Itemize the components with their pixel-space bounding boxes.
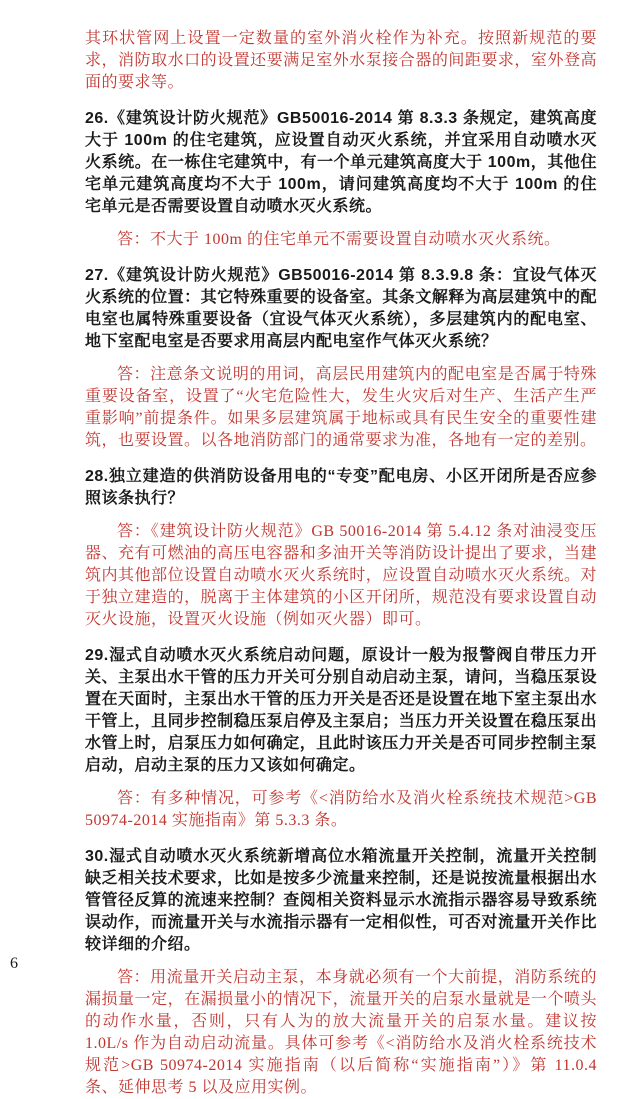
question-paragraph-28: 28.独立建造的供消防设备用电的“专变”配电房、小区开闭所是否应参照该条执行？ [85,468,597,507]
answer-paragraph-29: 答：有多种情况，可参考《<消防给水及消火栓系统技术规范>GB 50974-2014 实施指南》第 5.3.3 条。 [85,790,597,829]
question-paragraph-26: 26.《建筑设计防火规范》GB50016-2014 第 8.3.3 条规定，建筑高度大于 100m 的住宅建筑，应设置自动灭火系统，并宜采用自动喷水灭火系统。在一栋住宅建筑中，有一个单元建筑高度大于 100m，其他住宅单元建筑高度均不大于 100m，请问建筑高度均不大于 100m 的住宅单元是否需要设置自动喷水灭火系统。 [85,110,597,215]
question-paragraph-30: 30.湿式自动喷水灭火系统新增高位水箱流量开关控制，流量开关控制缺乏相关技术要求，比如是按多少流量来控制，还是说按流量根据出水管管径反算的流速来控制？查阅相关资料显示水流指示器容易导致系统误动作，而流量开关与水流指示器有一定相似性，可否对流量开关作比较详细的介绍。 [85,848,597,953]
answer-paragraph-26: 答：不大于 100m 的住宅单元不需要设置自动喷水灭火系统。 [117,231,561,248]
continuation-paragraph: 其环状管网上设置一定数量的室外消火栓作为补充。按照新规范的要求，消防取水口的设置还要满足室外水泵接合器的间距要求，室外登高面的要求等。 [85,30,597,91]
answer-paragraph-30: 答：用流量开关启动主泵，本身就必须有一个大前提，消防系统的 漏损量一定，在漏损量小的情况下，流量开关的启泵水量就是一个喷头的动作水量，否则，只有人为的放大流量开关的启泵水量。建议按 1.0L/s 作为自动启动流量。具体可参考《<消防给水及消火栓系统技术规范>GB 50974-2014 实施指南（以后简称“实施指南”）》第 11.0.4 条、延伸思考 5 以及应用实例。 [85,969,614,1096]
text-column [85,28,614,1099]
page-number: 6 [10,955,18,972]
answer-paragraph-27: 答：注意条文说明的用词，高层民用建筑内的配电室是否属于特殊重要设备室，设置了“火宅危险性大，发生火灾后对生产、生活产生严重影响”前提条件。如果多层建筑属于地标或具有民生安全的重要性建筑，也要设置。以各地消防部门的通常要求为准，各地有一定的差别。 [85,366,597,449]
question-paragraph-29: 29.湿式自动喷水灭火系统启动问题，原设计一般为报警阀自带压力开关、主泵出水干管的压力开关可分别自动启动主泵，请问，当稳压泵设置在天面时，主泵出水干管的压力开关是否还是设置在地下室主泵出水干管上，且同步控制稳压泵启停及主泵启；当压力开关设置在稳压泵出水管上时，启泵压力如何确定，且此时该压力开关是否可同步控制主泵启动，启动主泵的压力又该如何确定。 [85,647,597,774]
answer-paragraph-28: 答：《建筑设计防火规范》GB 50016-2014 第 5.4.12 条对油浸变压器、充有可燃油的高压电容器和多油开关等消防设计提出了要求，当建筑内其他部位设置自动喷水灭火系统时，应设置自动喷水灭火系统。对于独立建造的，脱离于主体建筑的小区开闭所，规范没有要求设置自动灭火设施，设置灭火设施（例如灭火器）即可。 [85,523,597,628]
question-paragraph-27: 27.《建筑设计防火规范》GB50016-2014 第 8.3.9.8 条：宜设气体灭火系统的位置：其它特殊重要的设备室。其条文解释为高层建筑中的配电室也属特殊重要设备（宜设气体灭火系统），多层建筑内的配电室、地下室配电室是否要求用高层内配电室作气体灭火系统？ [85,267,597,350]
